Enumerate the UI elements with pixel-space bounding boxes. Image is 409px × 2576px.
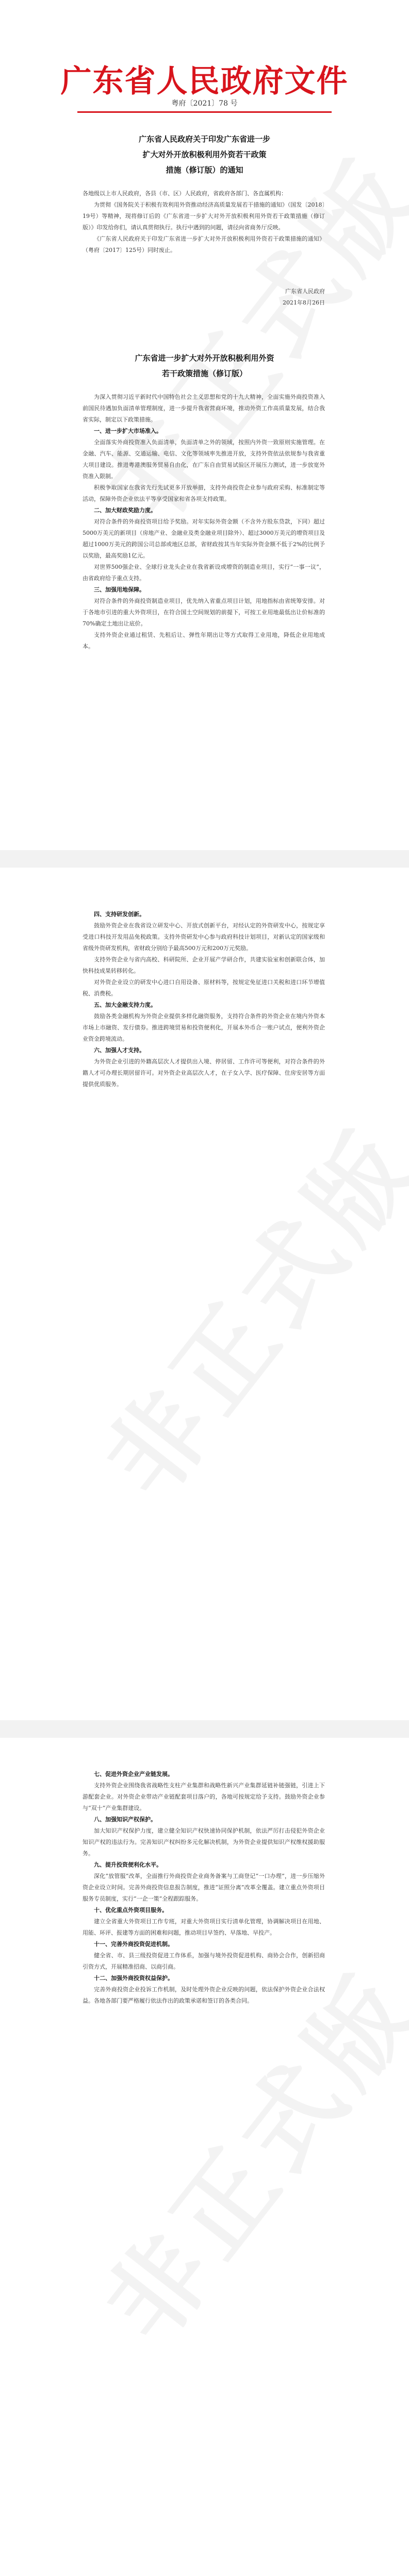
section-paragraph: 对符合条件的外商投资制造业项目，优先纳入省重点项目计划，用地指标由省统筹安排。对于各地市引进的重大外资项目，在符合国土空间规划的前提下，可按工业用地最低出让价标准的70%确定土地出让底价。 — [83, 598, 325, 627]
measures-body-3 — [83, 1769, 325, 2007]
section-paragraph: 鼓励各类金融机构为外资企业提供多样化融资服务，支持符合条件的外资企业在境内外资本市场上市融资、发行债券。推进跨境贸易和投资便利化，开展本外币合一账户试点，便利外资企业资金跨境流动。 — [83, 1013, 325, 1042]
section-heading: 十、优化重点外资项目服务。 — [94, 1907, 168, 1913]
section-heading: 五、加大金融支持力度。 — [94, 1002, 156, 1008]
section-heading: 六、加强人才支持。 — [94, 1047, 145, 1054]
section-paragraph: 加大知识产权保护力度，建立健全知识产权快速协同保护机制，依法严厉打击侵犯外资企业知识产权的违法行为。完善知识产权纠纷多元化解决机制，为外资企业提供知识产权维权援助服务。 — [83, 1827, 325, 1857]
section-paragraph: 建立全省重大外资项目工作专班，对重大外资项目实行清单化管理，协调解决项目在用地、用能、环评、报建等方面的困难和问题，推动项目早签约、早落地、早投产。 — [83, 1918, 325, 1936]
section-paragraph: 积极争取国家在我省先行先试更多开放举措，支持外商投资企业参与政府采购、标准制定等活动，保障外资企业依法平等享受国家和省各项支持政策。 — [83, 484, 325, 502]
notice-title-line: 广东省人民政府关于印发广东省进一步 — [138, 134, 270, 144]
measures-title-line: 广东省进一步扩大对外开放积极利用外资 — [135, 353, 274, 363]
document-number: 粤府〔2021〕78 号 — [171, 99, 238, 108]
section-paragraph: 全面落实外商投资准入负面清单，负面清单之外的领域，按照内外资一致原则实施管理。在金融、汽车、能源、交通运输、电信、文化等领域率先推进开放，支持外资依法依规参与我省重大项目建设。推进粤港澳服务贸易自由化，在广东自由贸易试验区开展压力测试，进一步放宽外资准入限制。 — [83, 439, 325, 480]
notice-paragraph: 《广东省人民政府关于印发广东省进一步扩大对外开放积极利用外资若干政策措施的通知》（粤府〔2017〕125号）同时废止。 — [83, 235, 325, 253]
notice-body — [83, 188, 325, 256]
document-page-1 — [0, 0, 409, 850]
notice-title — [46, 131, 363, 178]
notice-title-line: 扩大对外开放积极利用外资若干政策 — [142, 150, 267, 159]
section-paragraph: 支持外资企业通过租赁、先租后让、弹性年期出让等方式取得工业用地，降低企业用地成本。 — [83, 632, 325, 650]
section-heading: 二、加大财政奖励力度。 — [94, 507, 156, 514]
section-paragraph: 深化“放管服”改革，全面推行外商投资企业商务备案与工商登记“一口办理”，进一步压缩外资企业设立时间。完善外商投资信息报告制度，推进“证照分离”改革全覆盖。建立重点外资项目服务专员制度，实行“一企一策”全程跟踪服务。 — [83, 1873, 325, 1902]
notice-signature — [237, 286, 325, 309]
notice-date: 2021年8月26日 — [283, 299, 325, 306]
notice-title-line: 措施（修订版）的通知 — [166, 165, 243, 175]
watermark — [67, 1093, 409, 1521]
section-paragraph: 支持外资企业与省内高校、科研院所、企业开展产学研合作，共建实验室和创新联合体，加快科技成果转移转化。 — [83, 956, 325, 974]
document-page-3 — [0, 1738, 409, 2576]
section-paragraph: 对世界500强企业、全球行业龙头企业在我省新设或增资的制造业项目，实行“一事一议”，由省政府给予重点支持。 — [83, 564, 325, 582]
document-page-2 — [0, 868, 409, 1720]
section-heading: 四、支持研发创新。 — [94, 911, 145, 918]
section-heading: 九、提升投资便利化水平。 — [94, 1861, 162, 1868]
section-paragraph: 完善外商投资企业投诉工作机制，及时处理外资企业反映的问题，依法保护外资企业合法权益。各地各部门要严格履行依法作出的政策承诺和签订的各类合同。 — [83, 1986, 325, 2004]
section-paragraph: 对符合条件的外商投资项目给予奖励。对年实际外资金额（不含外方股东贷款，下同）超过5000万美元的新项目（房地产业、金融业及类金融业项目除外）、超过3000万美元的增资项目及超过1000万美元的跨国公司总部或地区总部，省财政按其当年实际外资金额不低于2%的比例予以奖励，最高奖励1亿元。 — [83, 518, 325, 559]
measures-intro: 为深入贯彻习近平新时代中国特色社会主义思想和党的十九大精神，全面实施外商投资准入前国民待遇加负面清单管理制度，进一步提升我省营商环境，推动外资工作高质量发展，结合我省实际，制定以下政策措施。 — [83, 394, 325, 423]
section-heading: 七、促进外资企业产业链发展。 — [94, 1771, 173, 1777]
section-heading: 八、加强知识产权保护。 — [94, 1816, 156, 1823]
section-paragraph: 为外资企业引进的外籍高层次人才提供出入境、停居留、工作许可等便利，对符合条件的外籍人才可办理长期居留许可。对外资企业高层次人才，在子女入学、医疗保障、住房安居等方面提供优质服务。 — [83, 1058, 325, 1088]
measures-body-1 — [83, 392, 325, 652]
masthead-red-rule — [77, 111, 332, 113]
section-paragraph: 鼓励外资企业在我省设立研发中心、开放式创新平台，对经认定的外资研发中心，按规定享受进口科技开发用品免税政策。支持外资研发中心参与政府科技计划项目，对新认定的国家级和省级外资研发机构，省财政分别给予最高500万元和200万元奖励。 — [83, 922, 325, 952]
notice-paragraph: 为贯彻《国务院关于积极有效利用外资推动经济高质量发展若干措施的通知》（国发〔2018〕19号）等精神，现将修订后的《广东省进一步扩大对外开放积极利用外资若干政策措施（修订版）》印发给你们，请认真贯彻执行。执行中遇到的问题，请径向省商务厅反映。 — [83, 201, 325, 231]
section-paragraph: 对外资企业设立的研发中心进口自用设备、原材料等，按规定免征进口关税和进口环节增值税、消费税。 — [83, 979, 325, 997]
section-heading: 一、进一步扩大市场准入。 — [94, 428, 162, 434]
section-paragraph: 健全省、市、县三级投资促进工作体系，加强与境外投资促进机构、商协会合作，创新招商引资方式，开展精准招商、以商引商。 — [83, 1952, 325, 1970]
measures-title-line: 若干政策措施（修订版） — [161, 369, 247, 378]
measures-body-2 — [83, 909, 325, 1090]
notice-signer: 广东省人民政府 — [285, 288, 325, 295]
section-heading: 十一、完善外商投资促进机制。 — [94, 1941, 173, 1947]
measures-title — [46, 350, 363, 381]
notice-recipients: 各地级以上市人民政府，各县（市、区）人民政府，省政府各部门、各直属机构： — [83, 190, 287, 197]
document-masthead: 广东省人民政府文件 — [60, 63, 349, 99]
section-heading: 十二、加强外商投资权益保护。 — [94, 1975, 173, 1981]
section-heading: 三、加强用地保障。 — [94, 586, 145, 593]
section-paragraph: 支持外资企业围绕我省战略性支柱产业集群和战略性新兴产业集群延链补链强链，引进上下游配套企业。对外资企业带动产业链配套项目落户的，各地可按规定给予支持。鼓励外资企业参与“双十”产业集群建设。 — [83, 1782, 325, 1811]
